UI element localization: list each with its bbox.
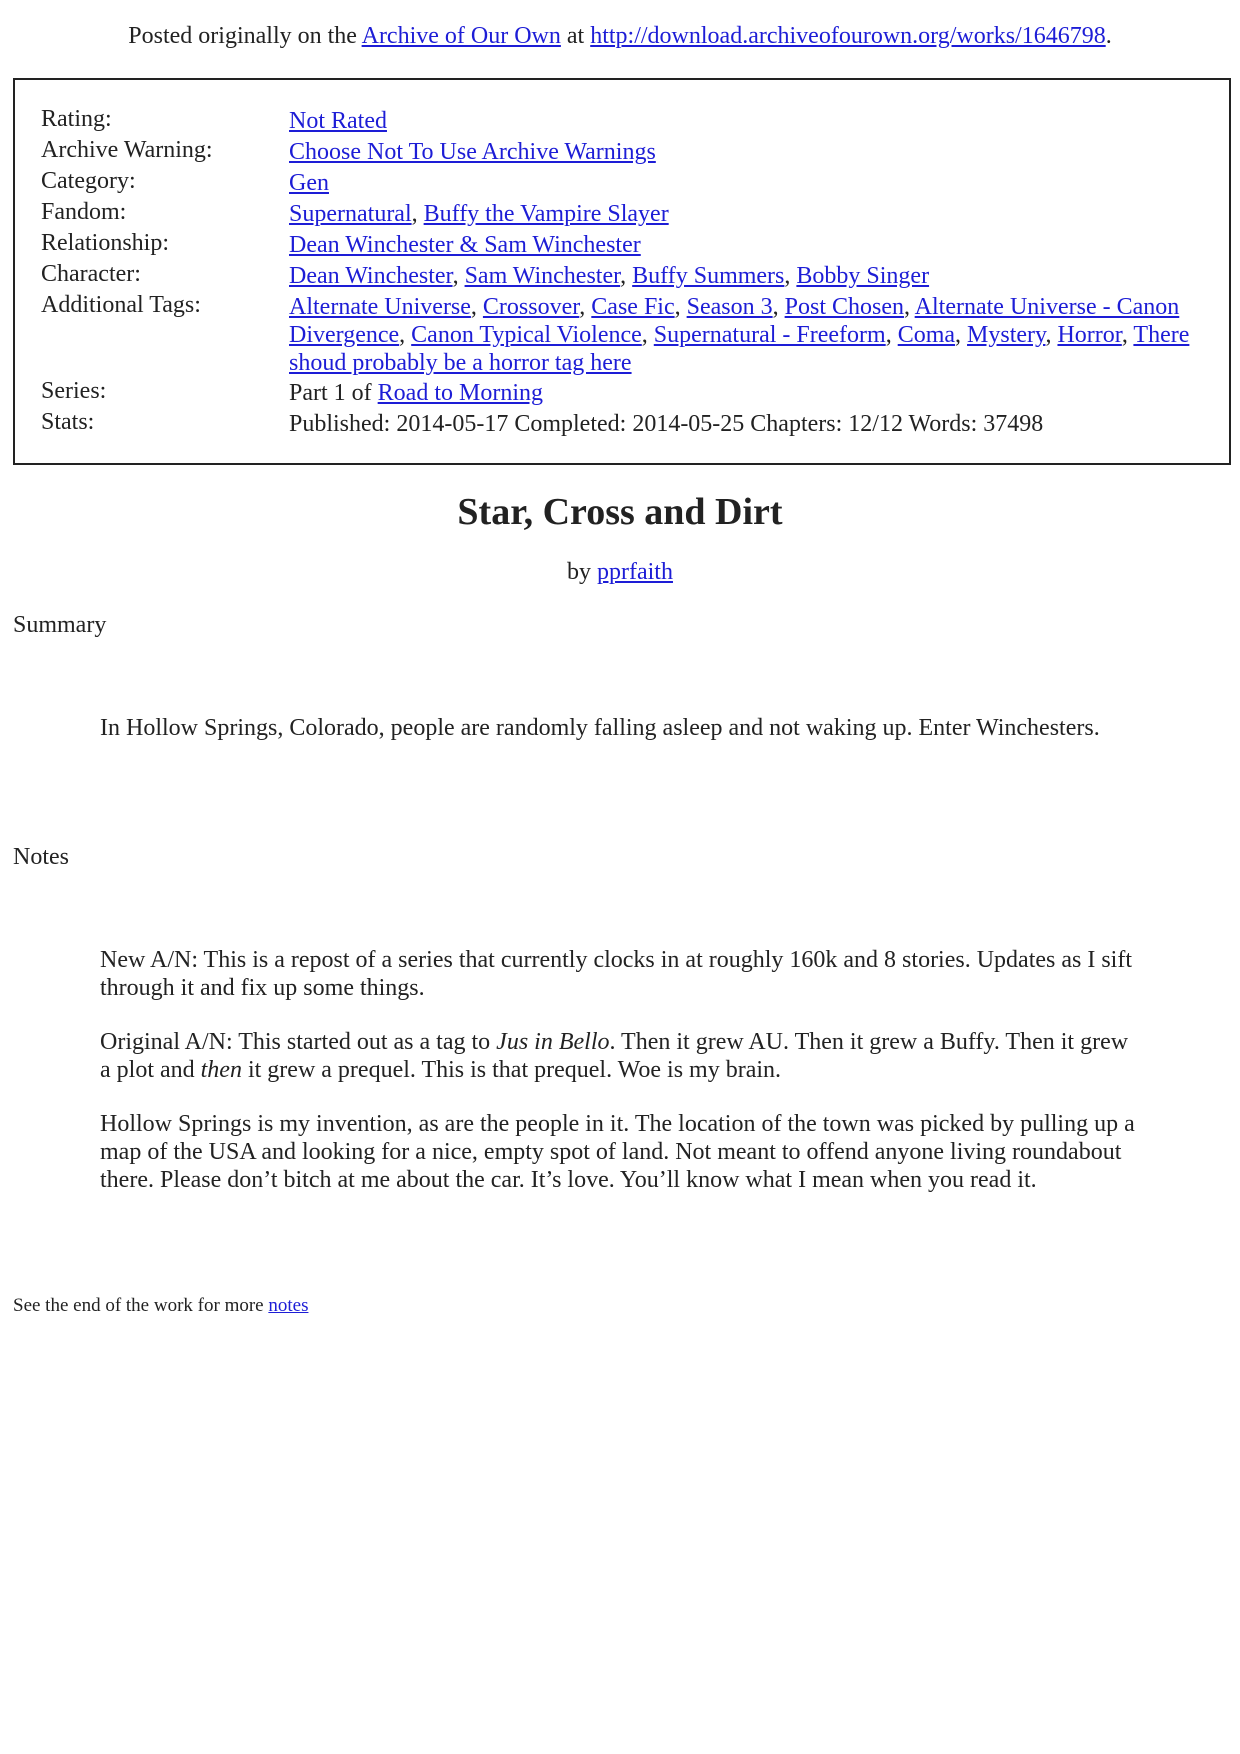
notes-text: . Then it grew AU. Then it grew a Buffy. Then it grew a plot and bbox=[100, 1029, 1129, 1083]
end-notes-link[interactable]: notes bbox=[268, 1295, 309, 1316]
tag-link[interactable]: Post Chosen bbox=[784, 294, 904, 320]
posted-middle: at bbox=[560, 23, 591, 49]
tag-link[interactable]: Supernatural - Freeform bbox=[653, 322, 886, 348]
meta-label-relationship: Relationship: bbox=[41, 230, 169, 256]
meta-value-series bbox=[289, 379, 1209, 407]
meta-label-series: Series: bbox=[41, 378, 107, 404]
tag-link[interactable]: Dean Winchester & Sam Winchester bbox=[289, 232, 641, 258]
meta-label-stats: Stats: bbox=[41, 409, 95, 435]
meta-label-warning: Archive Warning: bbox=[41, 137, 213, 163]
notes-text: Original A/N: This started out as a tag to bbox=[100, 1029, 497, 1055]
summary-text: In Hollow Springs, Colorado, people are randomly falling asleep and not waking up. Enter Winchesters. bbox=[100, 715, 1100, 741]
notes-paragraph: New A/N: This is a repost of a series that currently clocks in at roughly 160k and 8 stories. Updates as I sift through it and fix up some things. bbox=[100, 947, 1133, 1001]
posted-prefix: Posted originally on the bbox=[128, 23, 362, 49]
series-link[interactable]: Road to Morning bbox=[377, 380, 543, 406]
byline bbox=[0, 558, 1240, 586]
work-meta-box bbox=[13, 78, 1231, 465]
tag-link[interactable]: Dean Winchester bbox=[289, 263, 453, 289]
tag-link[interactable]: Alternate Universe - Canon Divergence bbox=[289, 294, 1180, 348]
tag-link[interactable]: Alternate Universe bbox=[289, 294, 471, 320]
meta-value-additional-tags: Alternate Universe, Crossover, Case Fic, Season 3, Post Chosen, Alternate Universe - Canon Divergence, Canon Typical Violence, Supernatural - Freeform, Coma, Mystery, Horror, There shoud probably be a horror tag here bbox=[289, 294, 1190, 376]
meta-value-rating bbox=[289, 107, 1209, 135]
notes-paragraph bbox=[100, 1028, 1140, 1084]
tag-link[interactable]: Gen bbox=[289, 170, 329, 196]
tag-link[interactable]: Supernatural bbox=[289, 201, 412, 227]
end-notes-pointer bbox=[13, 1295, 308, 1317]
tag-link[interactable]: Choose Not To Use Archive Warnings bbox=[289, 139, 656, 165]
byline-prefix: by bbox=[567, 559, 597, 585]
summary-block bbox=[100, 714, 1140, 768]
tag-link[interactable]: Bobby Singer bbox=[796, 263, 930, 289]
meta-value-stats: Published: 2014-05-17 Completed: 2014-05-25 Chapters: 12/12 Words: 37498 bbox=[289, 411, 1044, 437]
notes-emphasis: Jus in Bello bbox=[496, 1029, 610, 1055]
meta-value-fandom: Supernatural, Buffy the Vampire Slayer bbox=[289, 201, 669, 227]
work-url-link[interactable]: http://download.archiveofourown.org/works/1646798 bbox=[590, 23, 1106, 49]
tag-link[interactable]: Case Fic bbox=[591, 294, 675, 320]
summary-heading: Summary bbox=[13, 612, 107, 638]
work-title: Star, Cross and Dirt bbox=[457, 491, 783, 533]
meta-label-additional-tags: Additional Tags: bbox=[41, 292, 201, 318]
meta-label-rating: Rating: bbox=[41, 106, 112, 132]
tag-link[interactable]: Buffy the Vampire Slayer bbox=[423, 201, 669, 227]
notes-paragraph: Hollow Springs is my invention, as are the people in it. The location of the town was picked by pulling up a map of the USA and looking for a nice, empty spot of land. Not meant to offend anyone living roundabout there. Please don’t bitch at me about the car. It’s love. You’ll know what I mean when you read it. bbox=[100, 1111, 1135, 1193]
tag-link[interactable]: Mystery bbox=[967, 322, 1046, 348]
tag-link[interactable]: Coma bbox=[897, 322, 956, 348]
tag-link[interactable]: Sam Winchester bbox=[464, 263, 621, 289]
tag-link[interactable]: Horror bbox=[1057, 322, 1122, 348]
tag-link[interactable]: Buffy Summers bbox=[632, 263, 785, 289]
meta-value-category bbox=[289, 169, 1209, 197]
meta-label-category: Category: bbox=[41, 168, 136, 194]
author-link[interactable]: pprfaith bbox=[597, 559, 673, 585]
meta-label-fandom: Fandom: bbox=[41, 199, 127, 225]
tag-link[interactable]: Crossover bbox=[482, 294, 580, 320]
tag-link[interactable]: Not Rated bbox=[289, 108, 387, 134]
archive-link[interactable]: Archive of Our Own bbox=[361, 23, 561, 49]
notes-heading: Notes bbox=[13, 844, 69, 870]
tag-link[interactable]: There shoud probably be a horror tag here bbox=[289, 322, 1190, 376]
meta-value-relationship bbox=[289, 231, 1209, 259]
meta-value-warning bbox=[289, 138, 1209, 166]
tag-link[interactable]: Canon Typical Violence bbox=[411, 322, 642, 348]
notes-emphasis: then bbox=[200, 1057, 242, 1083]
posted-suffix: . bbox=[1105, 23, 1112, 49]
meta-value-character: Dean Winchester, Sam Winchester, Buffy Summers, Bobby Singer bbox=[289, 263, 930, 289]
notes-block bbox=[100, 946, 1140, 1220]
posted-originally-line bbox=[0, 22, 1240, 50]
tag-link[interactable]: Season 3 bbox=[686, 294, 773, 320]
meta-label-character: Character: bbox=[41, 261, 141, 287]
notes-text: it grew a prequel. This is that prequel. Woe is my brain. bbox=[241, 1057, 782, 1083]
end-notes-prefix: See the end of the work for more bbox=[13, 1295, 269, 1316]
series-prefix: Part 1 of bbox=[289, 380, 378, 406]
